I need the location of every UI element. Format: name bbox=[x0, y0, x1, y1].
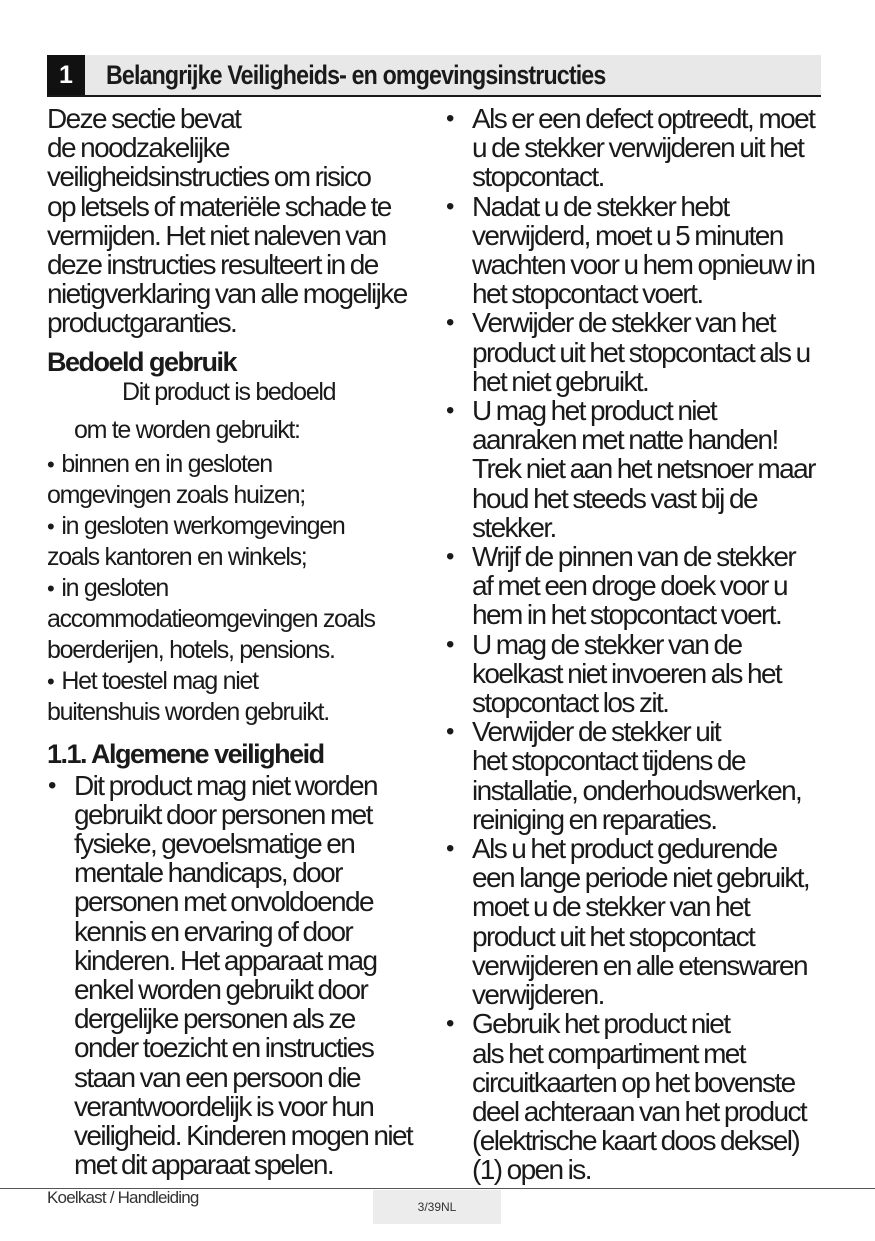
general-safety-heading: 1.1. Algemene veiligheid bbox=[47, 738, 324, 769]
right-column bbox=[445, 104, 825, 1185]
bullet-icon: • bbox=[446, 1010, 453, 1038]
intro-line: Deze sectie bevat bbox=[47, 103, 241, 134]
plug-safety-list bbox=[445, 104, 825, 1185]
list-item: • Dit product mag niet worden gebruikt door personen met fysieke, gevoelsmatige en mentale handicaps, door personen met onvoldoende kennis en ervaring of door kinderen. Het apparaat mag enkel worden gebruikt door dergelijke personen als ze onder toezicht en instructies staan van een persoon die verantwoordelijk is voor hun veiligheid. Kinderen mogen niet met dit apparaat spelen. bbox=[48, 769, 413, 1181]
bullet-icon: • bbox=[446, 543, 453, 571]
intro-line: de noodzakelijke bbox=[47, 132, 229, 164]
page-number: 3/39NL bbox=[373, 1190, 501, 1224]
bullet-icon: • bbox=[446, 397, 453, 425]
general-safety-list bbox=[47, 771, 427, 1180]
bullet-icon: • bbox=[446, 630, 453, 658]
lead-line: Dit product is bedoeld bbox=[122, 377, 336, 406]
list-item: • Het toestel mag niet buitenshuis worden gebruikt. bbox=[47, 666, 329, 726]
intro-line: veiligheidsinstructies om risico bbox=[47, 161, 371, 193]
list-item: • U mag de stekker van de koelkast niet invoeren als het stopcontact los zit. bbox=[446, 628, 782, 719]
list-item: • in gesloten accommodatieomgevingen zoals boerderijen, hotels, pensions. bbox=[47, 573, 375, 664]
list-item: • Wrijf de pinnen van de stekker af met een droge doek voor u hem in het stopcontact voert. bbox=[446, 541, 796, 631]
list-item: • in gesloten werkomgevingen zoals kantoren en winkels; bbox=[47, 511, 345, 571]
intro-line: nietigverklaring van alle mogelijke bbox=[47, 278, 407, 310]
list-item: • Nadat u de stekker hebt verwijderd, moet u 5 minuten wachten voor u hem opnieuw in het stopcontact voert. bbox=[446, 190, 815, 310]
bullet-icon: • bbox=[47, 575, 54, 601]
bullet-icon: • bbox=[446, 192, 453, 220]
footer-manual-title: Koelkast / Handleiding bbox=[47, 1188, 199, 1207]
section-number: 1 bbox=[47, 55, 85, 95]
intro-line: op letsels of materiële schade te bbox=[47, 190, 391, 222]
bullet-icon: • bbox=[446, 105, 453, 132]
intended-use-list bbox=[47, 449, 427, 728]
intro-paragraph bbox=[47, 104, 427, 338]
bullet-icon: • bbox=[47, 513, 54, 539]
list-item: • Verwijder de stekker uit het stopcontact tijdens de installatie, onderhoudswerken, reiniging en reparaties. bbox=[446, 716, 802, 835]
intro-line: productgaranties. bbox=[47, 307, 237, 339]
bullet-icon: • bbox=[47, 668, 54, 694]
list-item: • binnen en in gesloten omgevingen zoals huizen; bbox=[47, 449, 305, 509]
bullet-icon: • bbox=[446, 718, 453, 746]
list-item: • Als er een defect optreedt, moet u de stekker verwijderen uit het stopcontact. bbox=[446, 103, 815, 193]
left-column bbox=[47, 104, 427, 1179]
bullet-icon: • bbox=[446, 835, 453, 863]
list-item: • Gebruik het product niet als het compartiment met circuitkaarten op het bovenste deel achteraan van het product (elektrische kaart doos deksel) (1) open is. bbox=[446, 1008, 807, 1186]
list-item: • Als u het product gedurende een lange periode niet gebruikt, moet u de stekker van het product uit het stopcontact verwijderen en alle etenswaren verwijderen. bbox=[446, 833, 810, 1011]
list-item: • U mag het product niet aanraken met natte handen! Trek niet aan het netsnoer maar houd het steeds vast bij de stekker. bbox=[446, 395, 815, 543]
intended-use-heading: Bedoeld gebruik bbox=[47, 346, 237, 377]
intended-use-lead bbox=[47, 377, 427, 446]
bullet-icon: • bbox=[446, 309, 453, 337]
section-title: Belangrijke Veiligheids- en omgevingsinstructies bbox=[106, 60, 606, 90]
intro-line: vermijden. Het niet naleven van bbox=[47, 219, 386, 251]
bullet-icon: • bbox=[48, 771, 55, 799]
section-header bbox=[47, 55, 821, 97]
bullet-icon: • bbox=[47, 451, 54, 477]
lead-line: om te worden gebruikt: bbox=[74, 415, 300, 444]
list-item: • Verwijder de stekker van het product uit het stopcontact als u het niet gebruikt. bbox=[446, 307, 810, 397]
intro-line: deze instructies resulteert in de bbox=[47, 249, 378, 281]
